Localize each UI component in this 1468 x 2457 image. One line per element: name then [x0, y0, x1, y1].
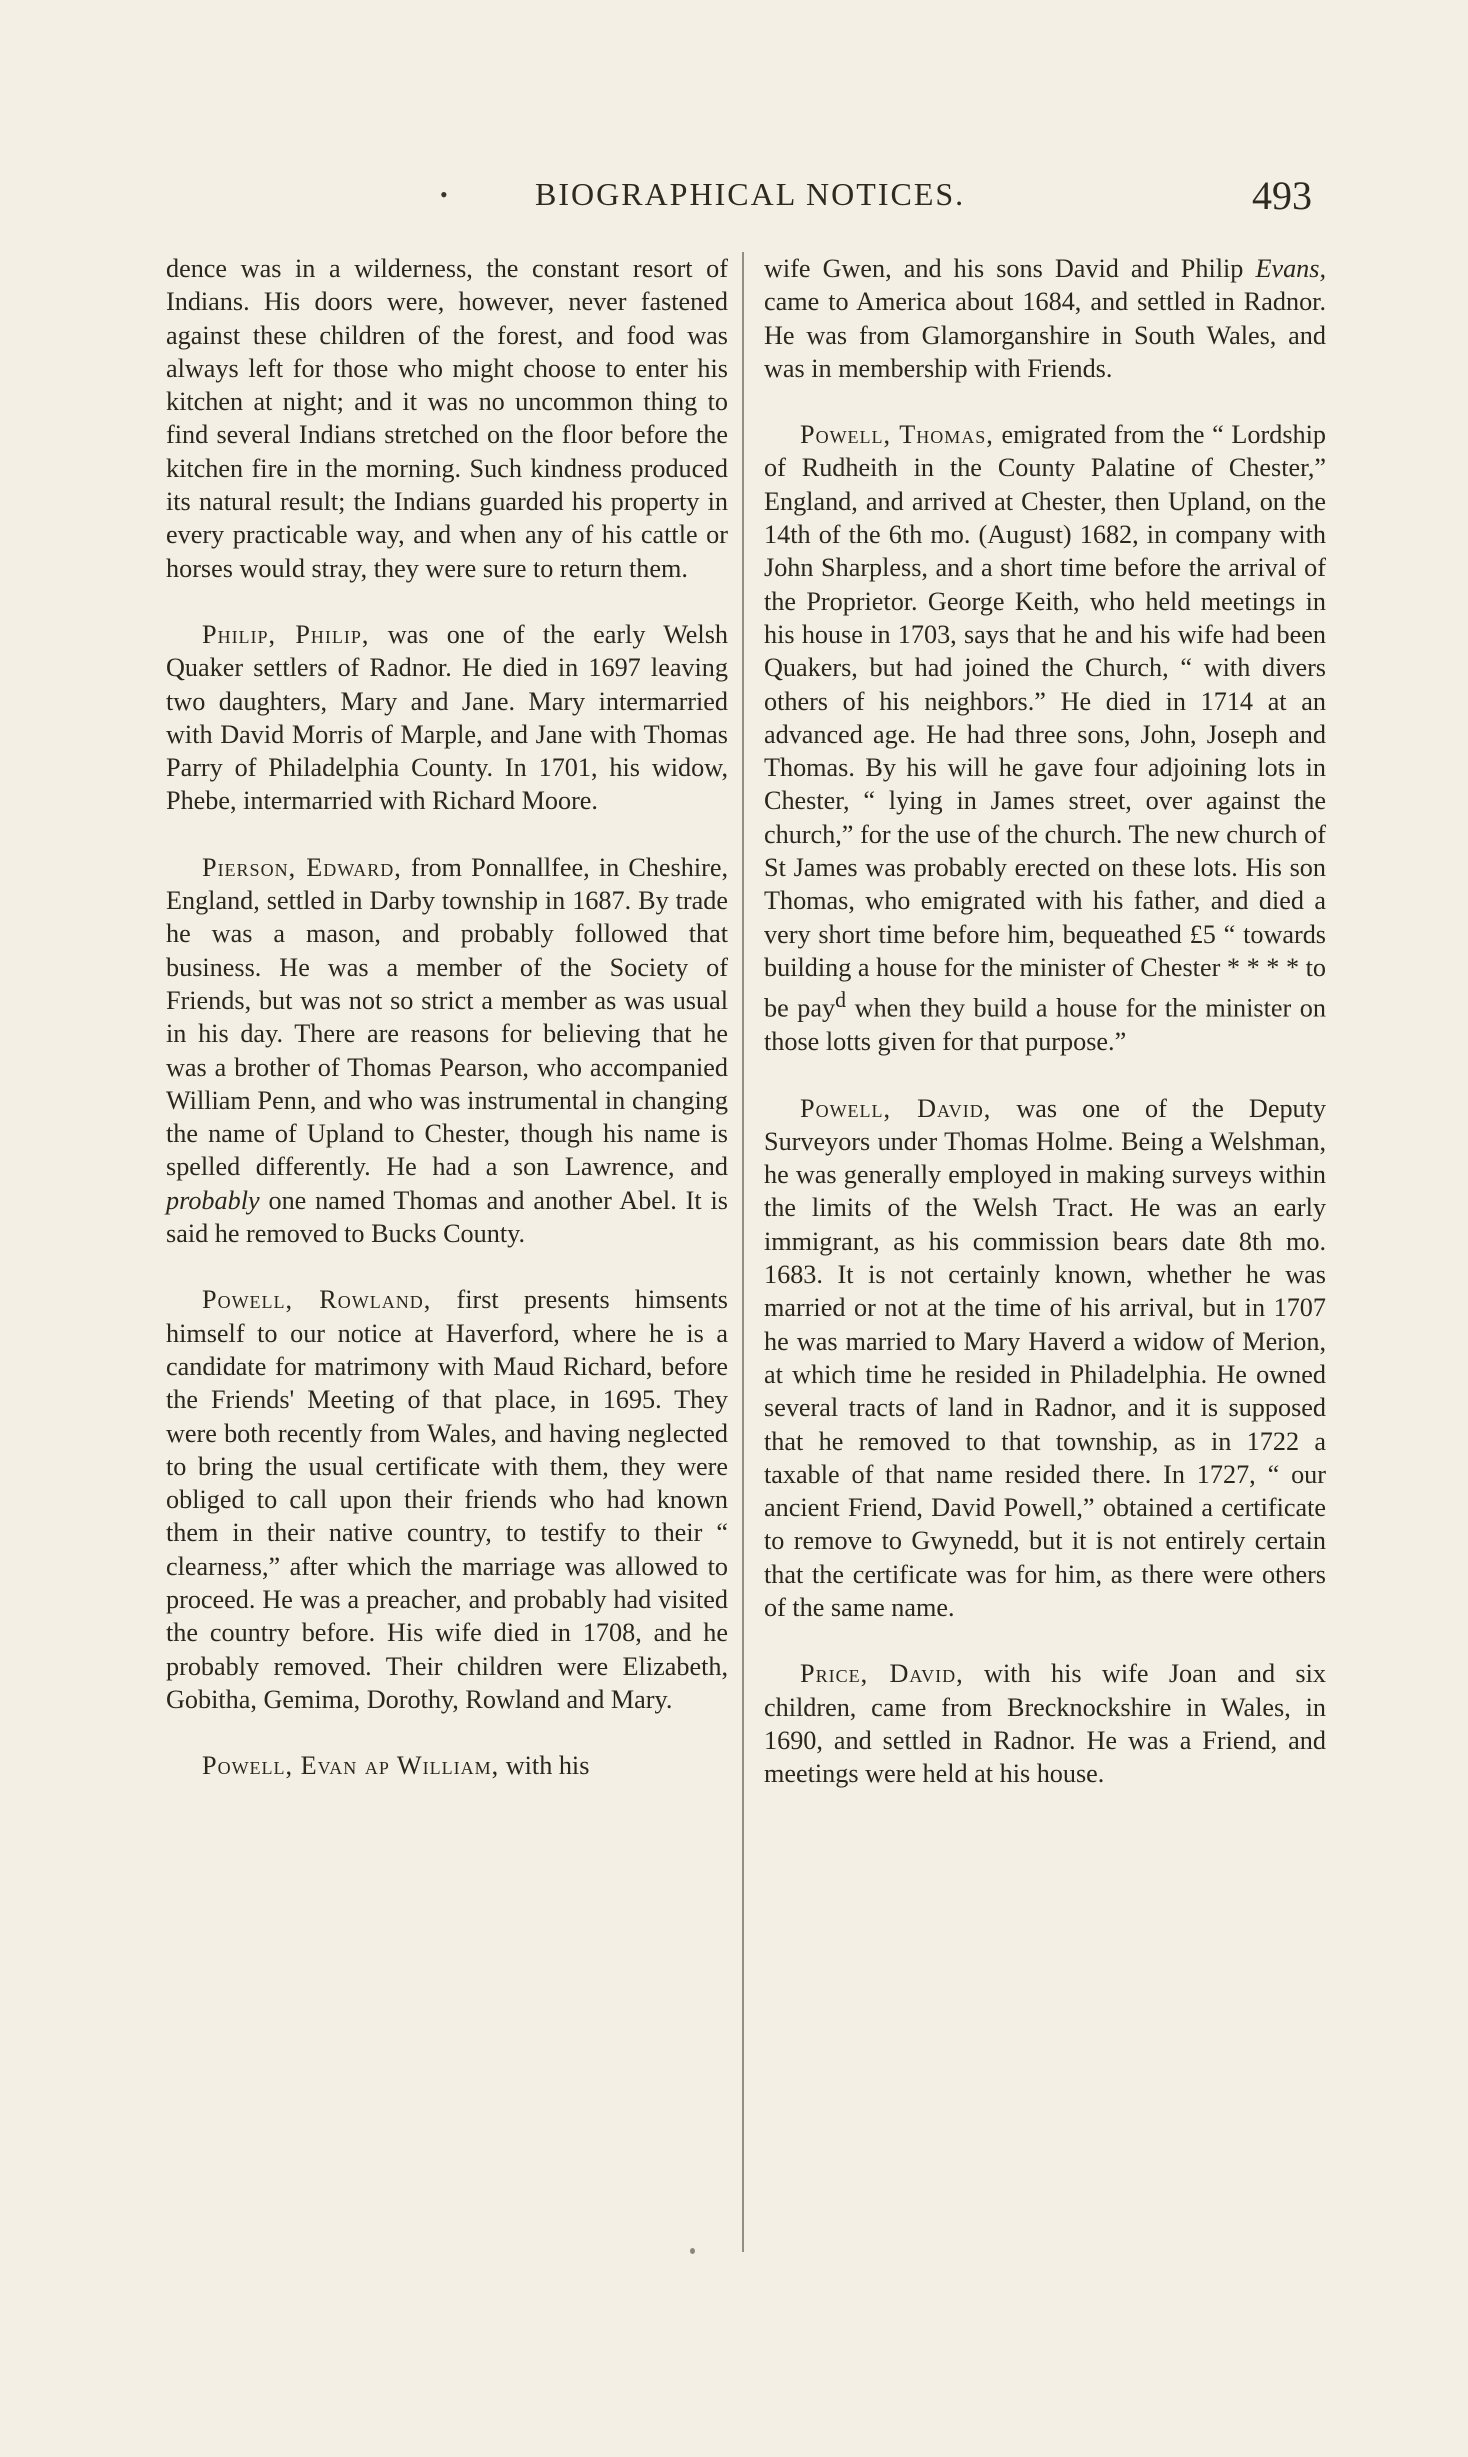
entry-name: Powell, Evan ap William,	[202, 1751, 500, 1781]
entry-text: came to America about 1684, and settled in Radnor. He was from Glamorganshire in South Wales, and was in membership with Friends.	[764, 287, 1326, 383]
entry-pierson	[166, 851, 728, 1251]
running-header	[0, 172, 1468, 222]
entry-text: one named Thomas and another Abel. It is said he removed to Bucks County.	[166, 1185, 728, 1249]
entry-name: Powell, Rowland,	[202, 1285, 432, 1315]
entry-italic: Evans,	[1255, 254, 1326, 283]
entry-text: with his wife Joan and six children, came from Brecknockshire in Wales, in 1690, and settled in Radnor. He was a Friend, and meetings were held at his house.	[764, 1659, 1326, 1789]
entry-name: Price, David,	[800, 1659, 964, 1689]
entry-powell-rowland	[166, 1283, 728, 1716]
right-column	[764, 252, 1326, 1791]
continued-paragraph: dence was in a wilderness, the constant resort of Indians. His doors were, however, never fastened against these children of the forest, and food was always left for those who might choose to enter his kitchen at night; and it was no uncommon thing to find several Indians stretched on the floor before the kitchen fire in the morning. Such kindness produced its natural result; the Indians guarded his property in every practicable way, and when any of his cattle or horses would stray, they were sure to return them.	[166, 254, 728, 583]
entry-text: with his	[499, 1751, 590, 1781]
entry-powell-thomas	[764, 418, 1326, 1058]
column-rule	[742, 252, 744, 2252]
entry-name: Philip, Philip,	[202, 619, 370, 649]
entry-text: first presents himsents himself to our notice at Haverford, where he is a candidate for matrimony with Maud Richard, before the Friends' Meeting of that place, in 1695. They were both recently from Wales, and having neglected to bring the usual certificate with them, they were obliged to call upon their friends who had known them in their native country, to testify to their “ clearness,” after which the marriage was allowed to proceed. He was a preacher, and probably had visited the country before. His wife died in 1708, and he probably removed. Their children were Elizabeth, Gobitha, Gemima, Dorothy, Rowland and Mary.	[166, 1285, 728, 1714]
entry-text: emigrated from the “ Lordship of Rudheith in the County Palatine of Chester,” England, and arrived at Chester, then Upland, on the 14th of the 6th mo. (August) 1682, in company with John Sharpless, and a short time before the arrival of the Proprietor. George Keith, who held meetings in his house in 1703, says that he and his wife had been Quakers, but had joined the Church, “ with divers others of his neighbors.” He died in 1714 at an advanced age. He had three sons, John, Joseph and Thomas. By his will he gave four adjoining lots in Chester, “ lying in James street, over against the church,” for the use of the church. The new church of St James was probably erected on these lots. His son Thomas, who emigrated with his father, and died a very short time before him, bequeathed £5 “ towards building a house for the minister of Chester * * * * to be pay	[764, 420, 1326, 1023]
header-mark: •	[440, 182, 448, 207]
entry-name: Pierson, Edward,	[202, 852, 402, 882]
entry-name: Powell, Thomas,	[800, 420, 994, 450]
running-title: BIOGRAPHICAL NOTICES.	[535, 176, 966, 212]
entry-text: was one of the Deputy Surveyors under Thomas Holme. Being a Welshman, he was generally employed in making surveys within the limits of the Welsh Tract. He was an early immigrant, as his commission bears date 8th mo. 1683. It is not certainly known, whether he was married or not at the time of his arrival, but in 1707 he was married to Mary Haverd a widow of Merion, at which time he resided in Philadelphia. He owned several tracts of land in Radnor, and it is supposed that he removed to that township, as in 1722 a taxable of that name resided there. In 1727, “ our ancient Friend, David Powell,” obtained a certificate to remove to Gwynedd, but it is not entirely certain that the certificate was for him, as there were others of the same name.	[764, 1093, 1327, 1623]
entry-name: Powell, David,	[800, 1093, 992, 1123]
entry-text: from Ponnallfee, in Cheshire, England, settled in Darby township in 1687. By trade he was a mason, and probably followed that business. He was a member of the Society of Friends, but was not so strict a member as was usual in his day. There are reasons for believing that he was a brother of Thomas Pearson, who accompanied William Penn, and who was instrumental in changing the name of Upland to Chester, though his name is spelled differently. He had a son Lawrence, and	[166, 852, 728, 1182]
page-number: 493	[1252, 173, 1312, 218]
entry-price-david	[764, 1657, 1326, 1790]
superscript: d	[835, 988, 847, 1013]
entry-powell-evan	[166, 1749, 728, 1782]
entry-powell-david	[764, 1092, 1326, 1625]
entry-text: when they build a house for the minister on those lotts given for that purpose.”	[764, 993, 1326, 1057]
entry-text: wife Gwen, and his sons David and Philip	[764, 254, 1256, 283]
left-column	[166, 252, 728, 1782]
entry-text: was one of the early Welsh Quaker settlers of Radnor. He died in 1697 leaving two daughters, Mary and Jane. Mary intermarried with David Morris of Marple, and Jane with Thomas Parry of Philadelphia County. In 1701, his widow, Phebe, intermarried with Richard Moore.	[166, 619, 728, 816]
continued-paragraph	[764, 252, 1326, 385]
entry-philip	[166, 618, 728, 818]
entry-italic: probably	[166, 1185, 260, 1215]
paper-speck	[690, 2248, 695, 2254]
